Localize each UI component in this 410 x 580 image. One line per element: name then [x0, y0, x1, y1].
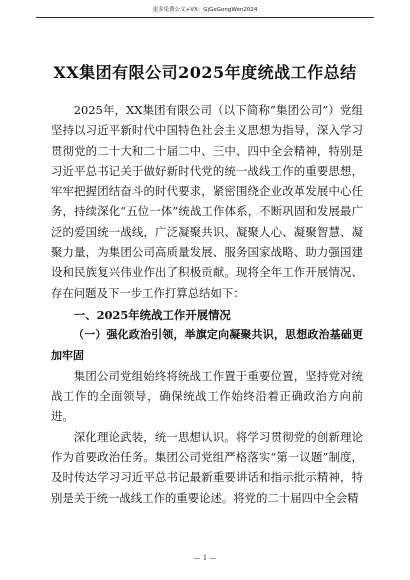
body-paragraph: 深化理论武装，统一思想认识。将学习贯彻党的创新理论作为首要政治任务。集团公司党组严格落实“第一议题”制度，及时传达学习习近平总书记最新重要讲话和指示批示精神，特别是关于统一战线工作的重要论述。将党的二十届四中全会精: [51, 429, 363, 505]
intro-paragraph: 2025年，XX集团有限公司（以下简称“集团公司”）党组坚持以习近平新时代中国特色社会主义思想为指导，深入学习贯彻党的二十大和二十届二中、三中、四中全会精神，特别是习近平总书记关于做好新时代党的统一战线工作的重要思想，牢牢把握团结奋斗的时代要求，紧密围绕企业改革发展中心任务，持续深化“五位一体”统战工作体系，不断巩固和发展最广泛的爱国统一战线，广泛凝聚共识、凝聚人心、凝聚智慧、凝聚力量，为集团公司高质量发展、服务国家战略、助力强国建设和民族复兴伟业作出了积极贡献。现将全年工作开展情况、存在问题及下一步工作打算总结如下：: [51, 103, 363, 300]
document-body: [51, 100, 363, 508]
subsection-heading: （一）强化政治引领，举旗定向凝聚共识，思想政治基础更加牢固: [51, 328, 363, 362]
header-note: 更多免费公文+VX：GjGeGongWen2024: [152, 7, 258, 13]
body-paragraph: 集团公司党组始终将统战工作置于重要位置，坚持党对统战工作的全面领导，确保统战工作始终沿着正确政治方向前进。: [51, 368, 363, 424]
page-number: — 1 —: [193, 554, 217, 562]
header-divider: [36, 17, 374, 18]
section-heading: 一、2025年统战工作开展情况: [73, 307, 231, 322]
document-title: XX集团有限公司2025年度统战工作总结: [53, 63, 357, 82]
